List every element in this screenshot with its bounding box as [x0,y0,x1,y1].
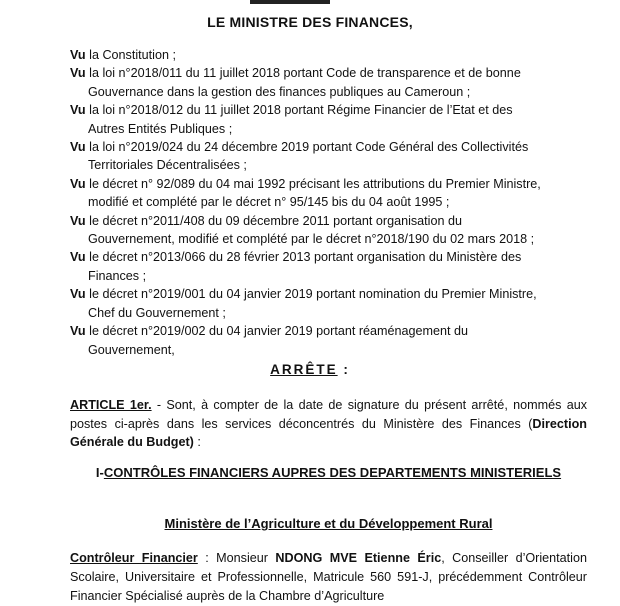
article-text: - Sont, à compter de la date de signature du présent arrêté, nommés aux postes ci-après dans les services déconcentrés du Ministère des Finances ( [70,398,588,431]
visa-item [70,285,590,322]
visa-item [70,322,590,359]
visa-line-1: la Constitution ; [89,48,176,62]
controller-label: Contrôleur Financier [70,551,198,565]
visa-line-1: le décret n°2019/002 du 04 janvier 2019 portant réaménagement du [89,324,469,339]
controller-intro: : Monsieur [197,551,276,565]
visa-line-2: Territoriales Décentralisées ; [88,158,247,173]
visa-line-1: le décret n°2013/066 du 28 février 2013 portant organisation du Ministère des [89,250,522,265]
visa-line-2: modifié et complété par le décret n° 95/145 bis du 04 août 1995 ; [88,195,450,210]
section-title: CONTRÔLES FINANCIERS AUPRES DES DEPARTEMENTS MINISTERIELS [103,465,562,480]
controller-name: NDONG MVE Etienne Éric [275,551,442,565]
visa-item [70,64,590,101]
visa-line-2: Chef du Gouvernement ; [88,305,226,320]
visa-keyword: Vu [70,324,86,339]
visa-line-1: la loi n°2018/012 du 11 juillet 2018 portant Régime Financier de l’Etat et des [89,103,513,118]
visa-keyword: Vu [70,287,86,302]
visa-keyword: Vu [70,176,86,191]
visa-item [70,175,590,212]
controller-paragraph [70,549,587,606]
scan-top-mark [250,0,330,4]
visa-keyword: Vu [70,140,86,155]
visa-line-1: la loi n°2018/011 du 11 juillet 2018 portant Code de transparence et de bonne [89,66,521,81]
article-end: : [193,435,201,450]
visa-keyword: Vu [70,66,86,81]
visa-line-1: le décret n°2019/001 du 04 janvier 2019 portant nomination du Premier Ministre, [89,287,537,302]
visa-item [70,248,590,285]
visa-line-1: le décret n°2011/408 du 09 décembre 2011 portant organisation du [89,213,462,228]
controller-text: , Conseiller d’Orientation Scolaire, Universitaire et Professionnelle, Matricule 560 591-J, précédemment Contrôleur Financier Spécialisé auprès de la Chambre d’Agriculture [70,551,587,603]
visa-keyword: Vu [70,48,86,62]
visa-line-1: la loi n°2019/024 du 24 décembre 2019 portant Code Général des Collectivités [89,140,529,155]
article-1 [70,396,587,452]
visa-line-2: Gouvernance dans la gestion des finances publiques au Cameroun ; [88,84,471,99]
arrete-heading [0,362,620,377]
ministry-name: Ministère de l’Agriculture et du Développement Rural [164,516,493,531]
visa-line-1: le décret n° 92/089 du 04 mai 1992 précisant les attributions du Premier Ministre, [89,176,541,191]
section-heading [70,464,587,482]
article-direction: Direction Générale du Budget) [70,416,587,450]
visa-item [70,138,590,175]
visa-keyword: Vu [70,213,86,228]
visa-keyword: Vu [70,250,86,265]
section-prefix: I- [95,465,104,480]
arrete-colon: : [343,362,350,377]
visa-keyword: Vu [70,103,86,118]
article-label: ARTICLE 1er. [70,398,152,412]
visa-item [70,101,590,138]
document-title: LE MINISTRE DES FINANCES, [207,14,413,30]
visa-item [70,46,590,64]
visa-line-2: Gouvernement, [88,342,175,357]
visa-line-2: Gouvernement, modifié et complété par le décret n°2018/190 du 02 mars 2018 ; [88,232,535,247]
visa-list [70,46,590,359]
visa-line-2: Finances ; [88,268,147,283]
arrete-word: ARRÊTE [270,362,338,377]
visa-line-2: Autres Entités Publiques ; [88,121,233,136]
ministry-heading [70,516,587,531]
visa-item [70,212,590,249]
